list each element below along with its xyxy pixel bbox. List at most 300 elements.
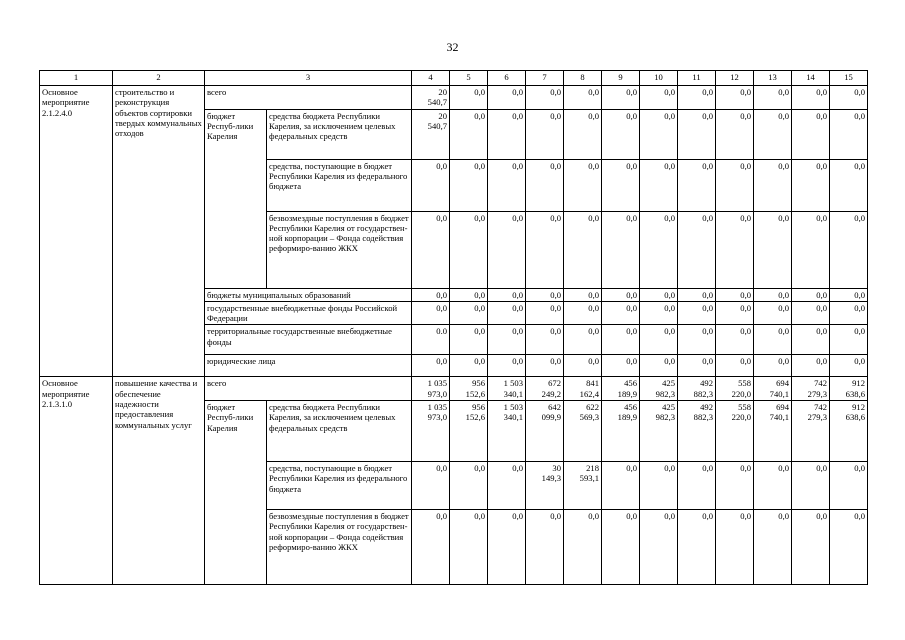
value-text: 0,0 [740, 326, 752, 337]
value-cell [754, 301, 792, 325]
value-text: 982,3 [655, 412, 676, 423]
value-text: 638,6 [845, 412, 866, 423]
value-text: 0,0 [816, 302, 828, 313]
value-text: 456 [624, 378, 638, 389]
value-cell [564, 377, 602, 401]
value-cell [450, 288, 488, 301]
value-text: 0,0 [816, 326, 828, 337]
value-text: 0,0 [664, 511, 676, 522]
value-text: 0,0 [854, 289, 866, 300]
column-header: 4 [412, 71, 450, 86]
value-text: 0,0 [740, 87, 752, 97]
value-text: 279,3 [807, 388, 828, 399]
value-cell [602, 377, 640, 401]
value-cell [602, 401, 640, 462]
value-text: 0,0 [436, 160, 448, 171]
value-cell [564, 109, 602, 159]
value-cell [564, 462, 602, 510]
value-text: 0,0 [778, 326, 790, 337]
column-header: 9 [602, 71, 640, 86]
value-text: 0,0 [588, 110, 600, 121]
value-cell [640, 325, 678, 355]
budget-label: бюджет Респуб-лики Карелия [205, 401, 267, 585]
value-text: 0,0 [474, 110, 486, 121]
value-cell [792, 355, 830, 377]
event-name-cell: строительство и реконструкция объектов сортировки твердых коммунальных отходов [113, 86, 205, 377]
value-text: 0,0 [740, 289, 752, 300]
value-text: 0,0 [550, 110, 562, 121]
value-text: 540,7 [427, 97, 448, 108]
value-text: 0,0 [740, 511, 752, 522]
value-text: 569,3 [579, 412, 600, 423]
value-text: 189,9 [617, 388, 638, 399]
value-cell [564, 325, 602, 355]
value-text: 0,0 [436, 511, 448, 522]
value-cell [830, 377, 868, 401]
value-text: 0,0 [854, 463, 866, 474]
value-text: 0,0 [588, 212, 600, 223]
value-cell [716, 462, 754, 510]
value-text: 0,0 [588, 511, 600, 522]
value-text: 740,1 [769, 412, 790, 423]
value-text: 540,7 [427, 120, 448, 131]
value-text: 0,0 [474, 356, 486, 367]
value-cell [412, 401, 450, 462]
value-cell [450, 355, 488, 377]
value-text: 0,0 [702, 87, 714, 97]
value-cell [792, 86, 830, 110]
value-cell [412, 325, 450, 355]
value-cell [640, 159, 678, 211]
value-cell [716, 401, 754, 462]
value-cell [754, 86, 792, 110]
value-cell [830, 401, 868, 462]
value-text: 425 [662, 378, 676, 389]
value-text: 0,0 [740, 302, 752, 313]
value-text: 956 [472, 378, 486, 389]
value-cell [830, 288, 868, 301]
value-text: 0,0 [664, 160, 676, 171]
value-cell [678, 377, 716, 401]
value-cell [678, 510, 716, 585]
table-row [40, 377, 868, 401]
value-cell [564, 355, 602, 377]
value-cell [488, 325, 526, 355]
value-cell [412, 301, 450, 325]
value-text: 0,0 [740, 356, 752, 367]
value-text: 0,0 [778, 160, 790, 171]
value-text: 099,9 [541, 412, 562, 423]
source-label: территориальные государственные внебюджетные фонды [205, 325, 412, 355]
event-name-cell: повышение качества и обеспечение надежности предоставления коммунальных услуг [113, 377, 205, 585]
value-text: 638,6 [845, 388, 866, 399]
value-cell [830, 355, 868, 377]
value-cell [602, 109, 640, 159]
value-text: 0,0 [778, 212, 790, 223]
value-cell [792, 510, 830, 585]
header-row [40, 71, 868, 86]
value-cell [716, 109, 754, 159]
value-text: 0,0 [702, 326, 714, 337]
column-header: 13 [754, 71, 792, 86]
value-cell [716, 159, 754, 211]
value-cell [678, 288, 716, 301]
source-label: безвозмездные поступления в бюджет Республики Карелия от государствен-ной корпорации – Фонда содействия реформиро-ванию ЖКХ [267, 211, 412, 288]
value-cell [792, 159, 830, 211]
value-text: 973,0 [427, 388, 448, 399]
column-header: 7 [526, 71, 564, 86]
value-cell [754, 325, 792, 355]
value-text: 0,0 [474, 212, 486, 223]
value-text: 0,0 [702, 212, 714, 223]
value-text: 425 [662, 402, 676, 413]
value-text: 672 [548, 378, 562, 389]
value-text: 0,0 [702, 160, 714, 171]
value-text: 882,3 [693, 388, 714, 399]
value-cell [412, 377, 450, 401]
value-cell [526, 301, 564, 325]
value-cell [754, 211, 792, 288]
column-header: 5 [450, 71, 488, 86]
value-text: 0,0 [626, 212, 638, 223]
value-cell [830, 325, 868, 355]
value-text: 0,0 [512, 289, 524, 300]
value-cell [792, 401, 830, 462]
value-cell [602, 325, 640, 355]
column-header: 3 [205, 71, 412, 86]
value-text: 0,0 [626, 511, 638, 522]
value-cell [678, 301, 716, 325]
value-cell [412, 159, 450, 211]
budget-label: бюджет Респуб-лики Карелия [205, 109, 267, 288]
value-text: 0,0 [436, 463, 448, 474]
value-cell [830, 510, 868, 585]
source-label: всего [205, 377, 412, 401]
value-cell [488, 401, 526, 462]
value-text: 982,3 [655, 388, 676, 399]
value-cell [450, 401, 488, 462]
value-text: 0,0 [778, 87, 790, 97]
value-cell [716, 325, 754, 355]
value-text: 0,0 [436, 302, 448, 313]
value-cell [564, 86, 602, 110]
value-text: 593,1 [579, 473, 600, 484]
value-text: 0,0 [626, 160, 638, 171]
value-text: 0,0 [474, 326, 486, 337]
value-text: 0,0 [512, 110, 524, 121]
value-text: 912 [852, 402, 866, 413]
value-cell [602, 355, 640, 377]
value-text: 0,0 [588, 289, 600, 300]
value-cell [450, 377, 488, 401]
value-cell [754, 355, 792, 377]
source-label: всего [205, 86, 412, 110]
value-cell [412, 109, 450, 159]
value-text: 0,0 [588, 160, 600, 171]
value-text: 0,0 [664, 110, 676, 121]
value-cell [716, 288, 754, 301]
value-text: 0,0 [588, 302, 600, 313]
value-cell [792, 109, 830, 159]
value-cell [450, 159, 488, 211]
value-text: 279,3 [807, 412, 828, 423]
value-text: 0,0 [702, 356, 714, 367]
value-cell [412, 86, 450, 110]
value-cell [792, 301, 830, 325]
value-cell [412, 462, 450, 510]
value-text: 0,0 [702, 110, 714, 121]
value-cell [830, 301, 868, 325]
value-text: 0,0 [854, 326, 866, 337]
value-text: 558 [738, 378, 752, 389]
value-text: 642 [548, 402, 562, 413]
value-cell [754, 159, 792, 211]
value-text: 0,0 [512, 302, 524, 313]
value-text: 0,0 [474, 289, 486, 300]
value-cell [564, 401, 602, 462]
value-text: 0,0 [816, 212, 828, 223]
source-label: безвозмездные поступления в бюджет Республики Карелия от государствен-ной корпорации – Фонда содействия реформиро-ванию ЖКХ [267, 510, 412, 585]
source-label: средства бюджета Республики Карелия, за исключением целевых федеральных средств [267, 109, 412, 159]
value-text: 492 [700, 402, 714, 413]
value-text: 740,1 [769, 388, 790, 399]
value-text: 742 [814, 402, 828, 413]
value-cell [602, 211, 640, 288]
value-cell [716, 86, 754, 110]
value-cell [488, 86, 526, 110]
value-text: 220,0 [731, 388, 752, 399]
value-text: 0,0 [816, 87, 828, 97]
value-text: 841 [586, 378, 600, 389]
value-text: 0,0 [740, 212, 752, 223]
value-cell [830, 86, 868, 110]
value-cell [488, 462, 526, 510]
value-text: 0,0 [588, 87, 600, 97]
column-header: 15 [830, 71, 868, 86]
value-cell [678, 401, 716, 462]
value-cell [450, 462, 488, 510]
value-text: 149,3 [541, 473, 562, 484]
value-text: 558 [738, 402, 752, 413]
value-text: 0,0 [550, 302, 562, 313]
value-text: 0,0 [474, 160, 486, 171]
value-cell [526, 288, 564, 301]
value-text: 0,0 [550, 326, 562, 337]
value-cell [830, 462, 868, 510]
value-cell [792, 288, 830, 301]
column-header: 6 [488, 71, 526, 86]
value-text: 0,0 [740, 110, 752, 121]
value-text: 0,0 [816, 511, 828, 522]
value-text: 0,0 [816, 110, 828, 121]
value-text: 622 [586, 402, 600, 413]
value-text: 0,0 [702, 289, 714, 300]
column-header: 12 [716, 71, 754, 86]
column-header: 11 [678, 71, 716, 86]
value-text: 1 035 [427, 402, 448, 413]
value-text: 152,6 [465, 412, 486, 423]
value-text: 0,0 [778, 463, 790, 474]
value-text: 0,0 [626, 87, 638, 97]
value-cell [488, 288, 526, 301]
value-cell [450, 301, 488, 325]
budget-table [39, 70, 868, 585]
value-text: 0,0 [512, 212, 524, 223]
value-text: 0,0 [512, 463, 524, 474]
value-text: 0,0 [550, 356, 562, 367]
column-header: 8 [564, 71, 602, 86]
value-text: 152,6 [465, 388, 486, 399]
value-cell [678, 86, 716, 110]
value-cell [792, 377, 830, 401]
value-text: 0,0 [512, 87, 524, 97]
value-text: 0,0 [626, 302, 638, 313]
value-text: 0,0 [664, 87, 676, 97]
value-text: 0,0 [474, 302, 486, 313]
value-text: 340,1 [503, 412, 524, 423]
value-cell [526, 355, 564, 377]
value-cell [792, 462, 830, 510]
value-text: 0,0 [474, 511, 486, 522]
value-text: 0,0 [778, 511, 790, 522]
column-header: 10 [640, 71, 678, 86]
value-cell [526, 325, 564, 355]
value-text: 0,0 [436, 212, 448, 223]
source-label: средства, поступающие в бюджет Республики Карелия из федерального бюджета [267, 159, 412, 211]
value-text: 0,0 [854, 212, 866, 223]
source-label: юридические лица [205, 355, 412, 377]
value-cell [640, 211, 678, 288]
value-text: 0,0 [816, 289, 828, 300]
value-cell [602, 301, 640, 325]
value-cell [488, 510, 526, 585]
value-text: 0,0 [854, 87, 866, 97]
value-text: 0,0 [626, 326, 638, 337]
value-cell [526, 462, 564, 510]
value-text: 0,0 [512, 511, 524, 522]
value-cell [754, 377, 792, 401]
value-text: 30 [552, 463, 562, 474]
value-text: 0,0 [664, 302, 676, 313]
value-cell [754, 109, 792, 159]
value-cell [488, 159, 526, 211]
value-cell [564, 211, 602, 288]
value-text: 0,0 [474, 87, 486, 97]
value-text: 0,0 [474, 463, 486, 474]
value-text: 0,0 [588, 356, 600, 367]
value-text: 1 503 [503, 378, 524, 389]
value-cell [716, 211, 754, 288]
value-text: 694 [776, 378, 790, 389]
value-cell [716, 377, 754, 401]
value-text: 0,0 [702, 463, 714, 474]
value-text: 0,0 [778, 356, 790, 367]
value-text: 0,0 [664, 326, 676, 337]
value-text: 492 [700, 378, 714, 389]
column-header: 14 [792, 71, 830, 86]
value-text: 742 [814, 378, 828, 389]
value-cell [830, 211, 868, 288]
value-cell [602, 86, 640, 110]
value-cell [754, 510, 792, 585]
value-cell [488, 211, 526, 288]
value-cell [640, 377, 678, 401]
source-label: бюджеты муниципальных образований [205, 288, 412, 301]
value-cell [488, 355, 526, 377]
table-row [40, 86, 868, 110]
value-cell [450, 211, 488, 288]
value-text: 0,0 [664, 212, 676, 223]
value-cell [830, 109, 868, 159]
value-cell [412, 211, 450, 288]
value-text: 0,0 [740, 160, 752, 171]
page-number: 32 [446, 40, 459, 54]
value-text: 0,0 [778, 289, 790, 300]
value-cell [602, 462, 640, 510]
value-cell [716, 355, 754, 377]
value-cell [602, 510, 640, 585]
column-header: 2 [113, 71, 205, 86]
value-text: 189,9 [617, 412, 638, 423]
value-cell [564, 288, 602, 301]
value-cell [450, 510, 488, 585]
value-cell [640, 288, 678, 301]
value-cell [678, 325, 716, 355]
value-cell [678, 159, 716, 211]
value-cell [450, 325, 488, 355]
value-cell [640, 86, 678, 110]
value-cell [526, 401, 564, 462]
value-text: 218 [586, 463, 600, 474]
value-text: 973,0 [427, 412, 448, 423]
value-text: 0,0 [702, 302, 714, 313]
value-cell [640, 462, 678, 510]
value-cell [678, 355, 716, 377]
value-text: 0,0 [778, 110, 790, 121]
value-text: 162,4 [579, 388, 600, 399]
value-cell [754, 401, 792, 462]
value-text: 0,0 [816, 463, 828, 474]
value-text: 0,0 [740, 463, 752, 474]
value-text: 0,0 [626, 110, 638, 121]
value-cell [450, 86, 488, 110]
value-cell [716, 301, 754, 325]
value-cell [526, 377, 564, 401]
value-cell [678, 211, 716, 288]
value-text: 0,0 [550, 87, 562, 97]
value-text: 0,0 [512, 326, 524, 337]
value-cell [564, 510, 602, 585]
source-label: средства бюджета Республики Карелия, за исключением целевых федеральных средств [267, 401, 412, 462]
value-text: 456 [624, 402, 638, 413]
value-cell [678, 462, 716, 510]
value-text: 0,0 [550, 511, 562, 522]
value-text: 0,0 [854, 511, 866, 522]
value-text: 0,0 [778, 302, 790, 313]
value-cell [412, 510, 450, 585]
value-text: 220,0 [731, 412, 752, 423]
value-cell [488, 109, 526, 159]
value-cell [564, 159, 602, 211]
value-text: 0,0 [626, 356, 638, 367]
status-cell: Основное мероприятие 2.1.2.4.0 [40, 86, 113, 377]
status-cell: Основное мероприятие 2.1.3.1.0 [40, 377, 113, 585]
value-text: 694 [776, 402, 790, 413]
value-cell [640, 510, 678, 585]
value-cell [678, 109, 716, 159]
value-text: 0,0 [550, 212, 562, 223]
value-cell [640, 109, 678, 159]
